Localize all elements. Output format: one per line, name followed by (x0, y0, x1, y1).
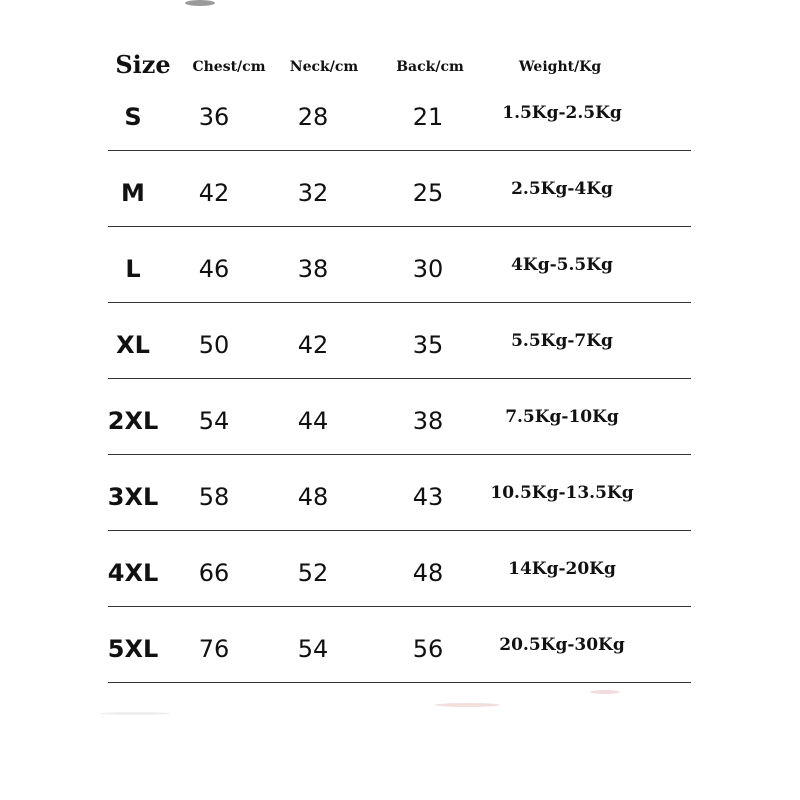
smudge-bottom-left (100, 712, 170, 715)
cell-chest: 50 (198, 331, 230, 359)
cell-neck: 28 (297, 103, 329, 131)
cell-weight: 4Kg-5.5Kg (511, 255, 613, 275)
header-size: Size (115, 50, 171, 79)
cell-size: 2XL (107, 407, 159, 435)
row-divider (108, 150, 691, 151)
cell-weight: 2.5Kg-4Kg (511, 179, 613, 199)
cell-back: 21 (412, 103, 444, 131)
cell-weight: 7.5Kg-10Kg (505, 407, 619, 427)
cell-back: 43 (412, 483, 444, 511)
cell-size: S (124, 103, 142, 131)
cell-size: M (121, 179, 145, 207)
cell-weight: 14Kg-20Kg (508, 559, 616, 579)
header-chest: Chest/cm (192, 59, 266, 75)
cell-neck: 54 (297, 635, 329, 663)
row-divider (108, 454, 691, 455)
cell-neck: 32 (297, 179, 329, 207)
header-weight: Weight/Kg (518, 59, 602, 75)
cell-size: 4XL (107, 559, 159, 587)
row-divider (108, 606, 691, 607)
cell-neck: 44 (297, 407, 329, 435)
cell-neck: 52 (297, 559, 329, 587)
cell-weight: 5.5Kg-7Kg (511, 331, 613, 351)
cell-back: 56 (412, 635, 444, 663)
cell-weight: 20.5Kg-30Kg (499, 635, 625, 655)
table-row (0, 103, 800, 193)
cell-neck: 48 (297, 483, 329, 511)
cell-neck: 38 (297, 255, 329, 283)
cell-chest: 54 (198, 407, 230, 435)
row-divider (108, 302, 691, 303)
cell-back: 25 (412, 179, 444, 207)
cell-back: 48 (412, 559, 444, 587)
cell-chest: 36 (198, 103, 230, 131)
row-divider (108, 682, 691, 683)
row-divider (108, 530, 691, 531)
smudge-top (185, 0, 215, 6)
cell-size: 5XL (107, 635, 159, 663)
cell-size: XL (116, 331, 150, 359)
cell-chest: 42 (198, 179, 230, 207)
cell-size: L (125, 255, 141, 283)
row-divider (108, 226, 691, 227)
cell-weight: 1.5Kg-2.5Kg (502, 103, 622, 123)
smudge-bottom-mid (435, 703, 500, 707)
cell-chest: 58 (198, 483, 230, 511)
cell-weight: 10.5Kg-13.5Kg (490, 483, 634, 503)
cell-back: 30 (412, 255, 444, 283)
cell-neck: 42 (297, 331, 329, 359)
header-neck: Neck/cm (289, 59, 359, 75)
table-row (0, 179, 800, 269)
cell-chest: 76 (198, 635, 230, 663)
cell-chest: 66 (198, 559, 230, 587)
cell-size: 3XL (107, 483, 159, 511)
cell-back: 38 (412, 407, 444, 435)
smudge-bottom-right (590, 690, 620, 694)
header-back: Back/cm (396, 59, 464, 75)
cell-back: 35 (412, 331, 444, 359)
row-divider (108, 378, 691, 379)
cell-chest: 46 (198, 255, 230, 283)
